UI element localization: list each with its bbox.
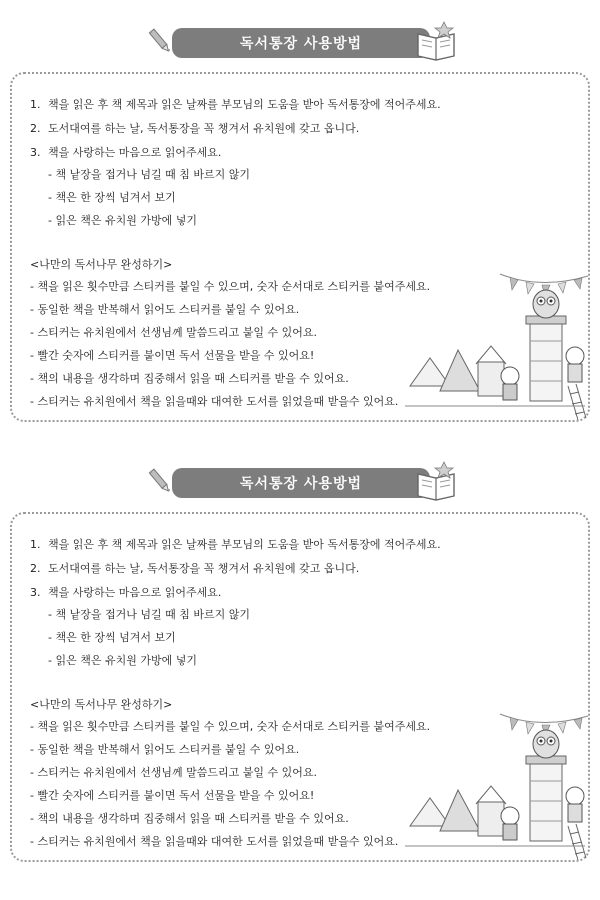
- section-title: 독서통장 사용방법: [172, 468, 430, 498]
- step-number: 2.: [30, 122, 41, 135]
- step-number: 3.: [30, 146, 41, 159]
- step-text: 책을 사랑하는 마음으로 읽어주세요.: [48, 146, 222, 159]
- step-text: 책을 읽은 후 책 제목과 읽은 날짜를 부모님의 도움을 받아 독서통장에 적어주세요.: [48, 538, 441, 551]
- sub-item: - 책 낱장을 접거나 넘길 때 침 바르지 않기: [48, 168, 250, 181]
- sub-item: - 책은 한 장씩 넘겨서 보기: [48, 631, 176, 644]
- tree-item: - 스티커는 유치원에서 선생님께 말씀드리고 붙일 수 있어요.: [30, 766, 317, 779]
- tree-heading: <나만의 독서나무 완성하기>: [30, 698, 173, 711]
- tree-heading: <나만의 독서나무 완성하기>: [30, 258, 173, 271]
- sub-item: - 읽은 책은 유치원 가방에 넣기: [48, 654, 197, 667]
- tree-item: - 스티커는 유치원에서 선생님께 말씀드리고 붙일 수 있어요.: [30, 326, 317, 339]
- instructions-section-1: [0, 16, 600, 426]
- book-village-illustration: [400, 706, 590, 866]
- step-number: 1.: [30, 538, 41, 551]
- open-book-icon: [414, 18, 458, 62]
- section-title: 독서통장 사용방법: [172, 28, 430, 58]
- step-text: 책을 사랑하는 마음으로 읽어주세요.: [48, 586, 222, 599]
- step-2: [30, 562, 359, 576]
- step-text: 도서대여를 하는 날, 독서통장을 꼭 챙겨서 유치원에 갖고 옵니다.: [48, 122, 360, 135]
- instructions-section-2: [0, 456, 600, 866]
- step-number: 1.: [30, 98, 41, 111]
- tree-item: - 스티커는 유치원에서 책을 읽을때와 대여한 도서를 읽었을때 받을수 있어요.: [30, 395, 399, 408]
- step-1: [30, 98, 441, 112]
- tree-item: - 빨간 숫자에 스티커를 붙이면 독서 선물을 받을 수 있어요!: [30, 789, 315, 802]
- step-text: 도서대여를 하는 날, 독서통장을 꼭 챙겨서 유치원에 갖고 옵니다.: [48, 562, 360, 575]
- step-number: 3.: [30, 586, 41, 599]
- tree-item: - 책의 내용을 생각하며 집중해서 읽을 때 스티커를 받을 수 있어요.: [30, 372, 349, 385]
- tree-item: - 동일한 책을 반복해서 읽어도 스티커를 붙일 수 있어요.: [30, 743, 300, 756]
- tree-item: - 책의 내용을 생각하며 집중해서 읽을 때 스티커를 받을 수 있어요.: [30, 812, 349, 825]
- book-village-illustration: [400, 266, 590, 426]
- open-book-icon: [414, 458, 458, 502]
- step-number: 2.: [30, 562, 41, 575]
- pencil-icon: [147, 466, 173, 496]
- sub-item: - 읽은 책은 유치원 가방에 넣기: [48, 214, 197, 227]
- step-1: [30, 538, 441, 552]
- tree-item: - 동일한 책을 반복해서 읽어도 스티커를 붙일 수 있어요.: [30, 303, 300, 316]
- pencil-icon: [147, 26, 173, 56]
- tree-item: - 스티커는 유치원에서 책을 읽을때와 대여한 도서를 읽었을때 받을수 있어요.: [30, 835, 399, 848]
- tree-item: - 책을 읽은 횟수만큼 스티커를 붙일 수 있으며, 숫자 순서대로 스티커를 붙여주세요.: [30, 720, 431, 733]
- sub-item: - 책 낱장을 접거나 넘길 때 침 바르지 않기: [48, 608, 250, 621]
- step-3: [30, 146, 221, 160]
- sub-item: - 책은 한 장씩 넘겨서 보기: [48, 191, 176, 204]
- step-3: [30, 586, 221, 600]
- step-text: 책을 읽은 후 책 제목과 읽은 날짜를 부모님의 도움을 받아 독서통장에 적어주세요.: [48, 98, 441, 111]
- tree-item: - 빨간 숫자에 스티커를 붙이면 독서 선물을 받을 수 있어요!: [30, 349, 315, 362]
- tree-item: - 책을 읽은 횟수만큼 스티커를 붙일 수 있으며, 숫자 순서대로 스티커를 붙여주세요.: [30, 280, 431, 293]
- step-2: [30, 122, 359, 136]
